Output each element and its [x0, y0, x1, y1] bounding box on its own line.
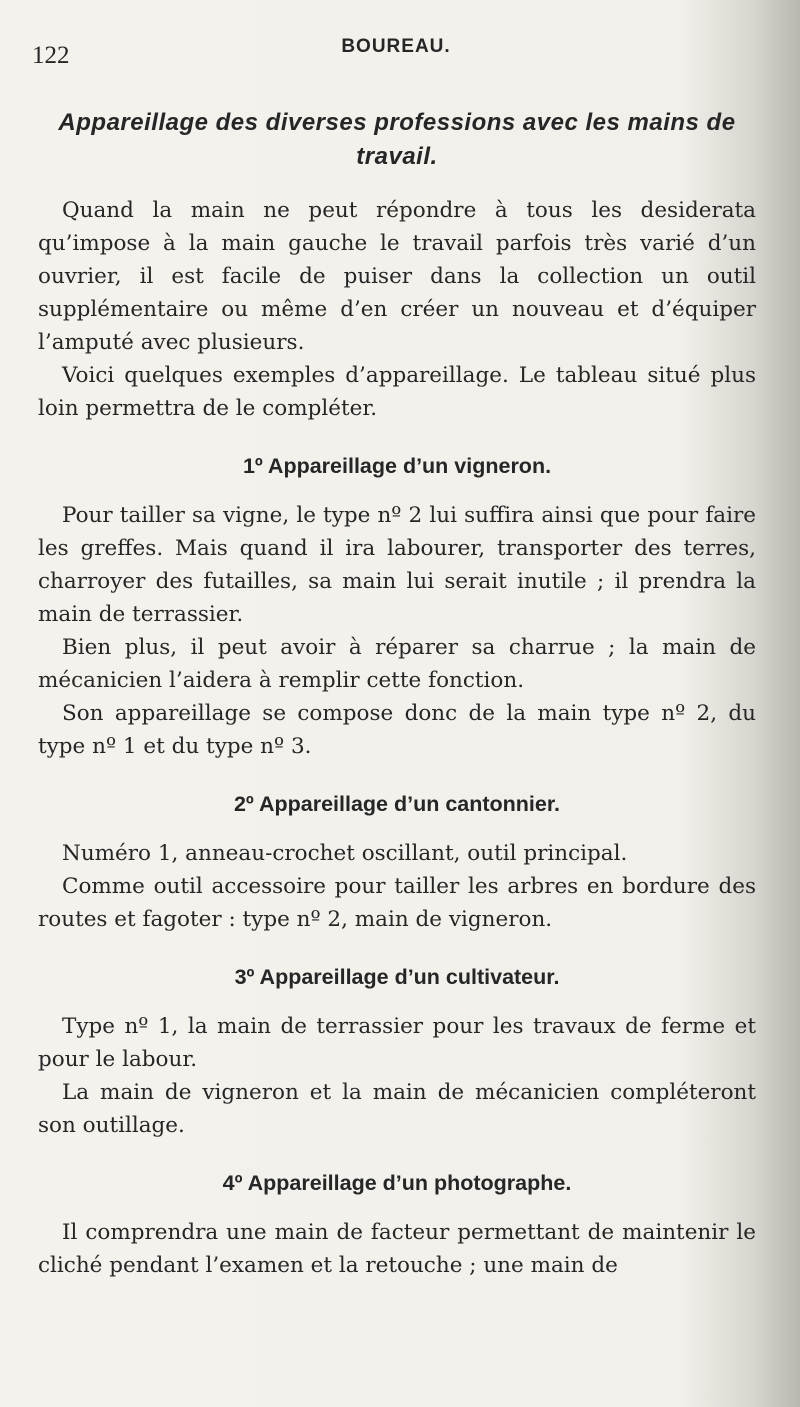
subsection-heading-photographe: 4º Appareillage d’un photographe.	[222, 1171, 572, 1195]
page-content	[38, 106, 756, 1282]
body-paragraph: Pour tailler sa vigne, le type nº 2 lui suffira ainsi que pour faire les greffes. Mais quand il ira labourer, transporter des terres, charroyer des futailles, sa main lui serait inutile ; il prendra la main de terrassier.	[38, 503, 756, 627]
body-paragraph: Numéro 1, anneau-crochet oscillant, outil principal.	[62, 841, 628, 866]
running-head: BOUREAU.	[341, 36, 451, 57]
intro-paragraph: Quand la main ne peut répondre à tous les desiderata qu’impose à la main gauche le travail parfois très varié d’un ouvrier, il est facile de puiser dans la collection un outil supplémentaire ou même d’en créer un nouveau et d’équiper l’amputé avec plusieurs.	[38, 198, 756, 355]
section-title: Appareillage des diverses professions avec les mains de travail.	[58, 109, 736, 170]
body-paragraph: Son appareillage se compose donc de la main type nº 2, du type nº 1 et du type nº 3.	[38, 701, 756, 759]
subsection-heading-cantonnier: 2º Appareillage d’un cantonnier.	[233, 792, 561, 816]
body-paragraph: La main de vigneron et la main de mécanicien compléteront son outillage.	[38, 1080, 756, 1138]
body-paragraph: Il comprendra une main de facteur permettant de maintenir le cliché pendant l’examen et la retouche ; une main de	[38, 1220, 756, 1278]
body-paragraph: Comme outil accessoire pour tailler les arbres en bordure des routes et fagoter : type nº 2, main de vigneron.	[38, 874, 756, 932]
subsection-heading-vigneron: 1º Appareillage d’un vigneron.	[242, 454, 552, 478]
page-number: 122	[32, 42, 70, 69]
body-paragraph: Bien plus, il peut avoir à réparer sa charrue ; la main de mécanicien l’aidera à remplir cette fonction.	[38, 635, 756, 693]
page-header	[32, 28, 760, 68]
subsection-heading-cultivateur: 3º Appareillage d’un cultivateur.	[234, 965, 560, 989]
intro-paragraph: Voici quelques exemples d’appareillage. Le tableau situé plus loin permettra de le compléter.	[38, 363, 756, 421]
body-paragraph: Type nº 1, la main de terrassier pour les travaux de ferme et pour le labour.	[38, 1014, 756, 1072]
